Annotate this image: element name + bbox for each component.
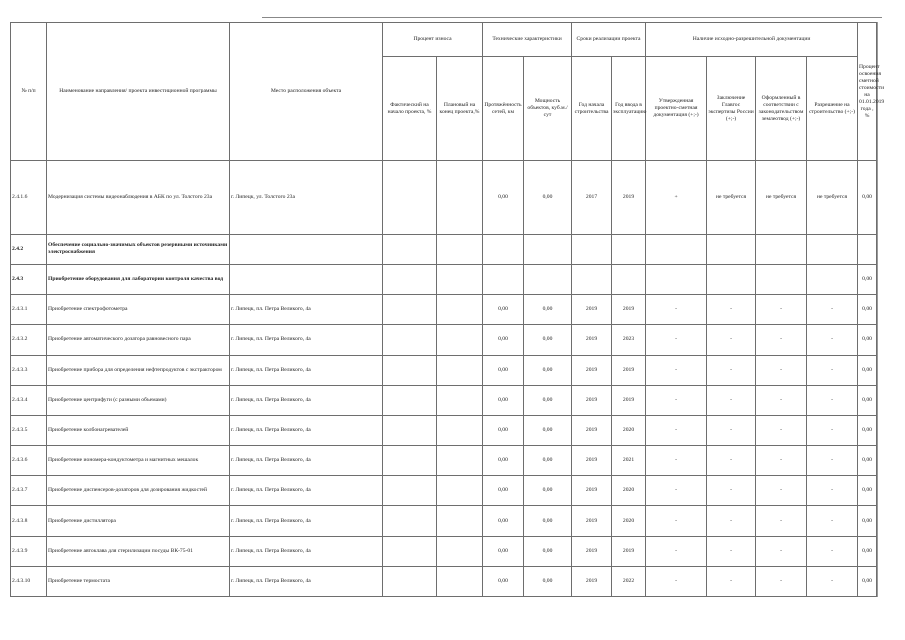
row-progress [858, 234, 877, 264]
row-end-year: 2020 [612, 476, 646, 506]
investment-program-table [10, 22, 885, 597]
row-end-year: 2019 [612, 355, 646, 385]
row-docs-permit: - [807, 295, 858, 325]
row-progress: 0,00 [858, 265, 877, 295]
row-docs-permit: не требуется [807, 161, 858, 235]
row-end-year [612, 234, 646, 264]
row-start-year [572, 234, 612, 264]
table-row [11, 415, 877, 445]
row-docs-approved: - [646, 385, 707, 415]
row-end-year: 2022 [612, 566, 646, 596]
table-row [11, 446, 877, 476]
row-docs-permit [807, 234, 858, 264]
header-docs-land: Оформленный в соответствии с законодательством землеотвод (+;-) [756, 57, 807, 161]
header-wear-fact: Фактический на начало проекта, % [383, 57, 437, 161]
header-wear-plan: Плановый на конец проекта,% [437, 57, 483, 161]
row-end-year [612, 265, 646, 295]
row-number: 2.4.3.7 [11, 476, 47, 506]
row-docs-expertise: - [707, 295, 756, 325]
row-progress: 0,00 [858, 161, 877, 235]
row-docs-approved: - [646, 446, 707, 476]
table-row [11, 506, 877, 536]
row-docs-expertise: - [707, 385, 756, 415]
row-docs-permit: - [807, 566, 858, 596]
row-wear-plan [437, 476, 483, 506]
row-start-year: 2019 [572, 385, 612, 415]
row-name: Обеспечение социально-значимых объектов резервными источниками электроснабжения [47, 234, 230, 264]
row-place: г. Липецк, ул. Толстого 23а [230, 161, 383, 235]
header-terms-start: Год начала строительства [572, 57, 612, 161]
row-length: 0,00 [483, 446, 524, 476]
row-end-year: 2020 [612, 506, 646, 536]
row-progress: 0,00 [858, 355, 877, 385]
row-place: г. Липецк, пл. Петра Великого, 4а [230, 446, 383, 476]
row-end-year: 2023 [612, 325, 646, 355]
row-name: Приобретение спектрофотометра [47, 295, 230, 325]
table-row [11, 536, 877, 566]
row-docs-expertise: - [707, 325, 756, 355]
row-docs-expertise: - [707, 476, 756, 506]
row-wear-plan [437, 161, 483, 235]
row-wear-plan [437, 446, 483, 476]
table-body [11, 161, 877, 597]
row-start-year: 2019 [572, 295, 612, 325]
row-wear-fact [383, 325, 437, 355]
table-row [11, 325, 877, 355]
row-wear-fact [383, 295, 437, 325]
row-length: 0,00 [483, 161, 524, 235]
row-progress: 0,00 [858, 446, 877, 476]
row-docs-approved: - [646, 506, 707, 536]
row-power: 0,00 [524, 506, 572, 536]
header-docs-group: Наличие исходно-разрешительной документации [646, 23, 858, 57]
row-name: Приобретение автоматического дозатора равновесного пара [47, 325, 230, 355]
row-start-year: 2019 [572, 415, 612, 445]
row-docs-expertise: - [707, 355, 756, 385]
row-number: 2.4.2 [11, 234, 47, 264]
right-rule [877, 22, 878, 597]
row-power: 0,00 [524, 536, 572, 566]
row-docs-land: - [756, 355, 807, 385]
row-end-year: 2021 [612, 446, 646, 476]
row-length [483, 234, 524, 264]
row-wear-fact [383, 161, 437, 235]
row-docs-permit: - [807, 536, 858, 566]
row-power: 0,00 [524, 385, 572, 415]
table-row [11, 355, 877, 385]
row-place: г. Липецк, пл. Петра Великого, 4а [230, 536, 383, 566]
table-row [11, 161, 877, 235]
row-start-year: 2017 [572, 161, 612, 235]
row-docs-land: - [756, 415, 807, 445]
row-length: 0,00 [483, 355, 524, 385]
row-progress: 0,00 [858, 506, 877, 536]
row-wear-fact [383, 566, 437, 596]
row-wear-fact [383, 265, 437, 295]
row-wear-fact [383, 415, 437, 445]
row-progress: 0,00 [858, 566, 877, 596]
row-wear-plan [437, 325, 483, 355]
row-power [524, 234, 572, 264]
row-number: 2.4.3.9 [11, 536, 47, 566]
row-number: 2.4.3.6 [11, 446, 47, 476]
row-name: Приобретение оборудования для лаборатории контроля качества вод [47, 265, 230, 295]
row-wear-fact [383, 385, 437, 415]
row-power: 0,00 [524, 476, 572, 506]
row-place: г. Липецк, пл. Петра Великого, 4а [230, 325, 383, 355]
row-wear-plan [437, 295, 483, 325]
header-tech-length: Протяжённость сетей, км [483, 57, 524, 161]
row-wear-fact [383, 506, 437, 536]
row-wear-plan [437, 536, 483, 566]
row-power: 0,00 [524, 415, 572, 445]
row-wear-plan [437, 355, 483, 385]
row-wear-plan [437, 385, 483, 415]
table-row [11, 566, 877, 596]
row-number: 2.4.3 [11, 265, 47, 295]
table-row [11, 295, 877, 325]
row-power: 0,00 [524, 325, 572, 355]
header-docs-permit: Разрешение на строительство (+;-) [807, 57, 858, 161]
row-docs-expertise: - [707, 446, 756, 476]
row-start-year: 2019 [572, 506, 612, 536]
top-rule [262, 17, 882, 18]
row-power: 0,00 [524, 355, 572, 385]
row-docs-expertise: не требуется [707, 161, 756, 235]
row-docs-land: - [756, 536, 807, 566]
header-terms-group: Сроки реализации проекта [572, 23, 646, 57]
table-row [11, 385, 877, 415]
row-place [230, 265, 383, 295]
row-docs-approved [646, 234, 707, 264]
row-length: 0,00 [483, 566, 524, 596]
table-row [11, 265, 877, 295]
row-number: 2.4.3.4 [11, 385, 47, 415]
row-number: 2.4.3.8 [11, 506, 47, 536]
row-end-year: 2019 [612, 536, 646, 566]
row-wear-fact [383, 234, 437, 264]
row-place: г. Липецк, пл. Петра Великого, 4а [230, 415, 383, 445]
row-docs-permit: - [807, 446, 858, 476]
row-wear-plan [437, 415, 483, 445]
row-length: 0,00 [483, 385, 524, 415]
row-docs-land [756, 234, 807, 264]
row-wear-fact [383, 536, 437, 566]
row-start-year: 2019 [572, 566, 612, 596]
row-progress: 0,00 [858, 476, 877, 506]
row-docs-approved: - [646, 325, 707, 355]
header-num: № п/п [11, 23, 47, 161]
row-power: 0,00 [524, 161, 572, 235]
row-docs-expertise: - [707, 415, 756, 445]
row-wear-plan [437, 265, 483, 295]
row-name: Приобретение дистиллятора [47, 506, 230, 536]
row-name: Приобретение автоклава для стерилизации посуды ВК-75-01 [47, 536, 230, 566]
row-docs-land: - [756, 506, 807, 536]
row-docs-permit: - [807, 415, 858, 445]
row-name: Приобретение прибора для определения нефтепродуктов с экстрактором [47, 355, 230, 385]
row-wear-fact [383, 355, 437, 385]
row-number: 2.4.3.5 [11, 415, 47, 445]
row-end-year: 2019 [612, 295, 646, 325]
table-row [11, 476, 877, 506]
row-place: г. Липецк, пл. Петра Великого, 4а [230, 566, 383, 596]
row-docs-permit [807, 265, 858, 295]
row-docs-permit: - [807, 355, 858, 385]
row-power: 0,00 [524, 566, 572, 596]
row-docs-permit: - [807, 506, 858, 536]
row-start-year: 2019 [572, 355, 612, 385]
row-wear-plan [437, 234, 483, 264]
row-docs-land: - [756, 446, 807, 476]
row-docs-land: - [756, 385, 807, 415]
row-progress: 0,00 [858, 295, 877, 325]
header-wear-group: Процент износа [383, 23, 483, 57]
row-place: г. Липецк, пл. Петра Великого, 4а [230, 506, 383, 536]
row-name: Модернизация системы видеонаблюдения в АБК по ул. Толстого 23а [47, 161, 230, 235]
row-docs-expertise: - [707, 506, 756, 536]
row-end-year: 2020 [612, 415, 646, 445]
row-length: 0,00 [483, 295, 524, 325]
row-name: Приобретение иономера-кондуктометра и магнитных мешалок [47, 446, 230, 476]
row-docs-approved: - [646, 355, 707, 385]
row-docs-land [756, 265, 807, 295]
header-terms-end: Год ввода в эксплуатацию [612, 57, 646, 161]
row-start-year: 2019 [572, 536, 612, 566]
row-docs-permit: - [807, 325, 858, 355]
row-docs-permit: - [807, 385, 858, 415]
header-progress: Процент освоения сметной стоимости на 01.01.2019 года , % [858, 23, 877, 161]
row-name: Приобретение центрифуги (с разными объемами) [47, 385, 230, 415]
row-length: 0,00 [483, 476, 524, 506]
row-docs-permit: - [807, 476, 858, 506]
row-docs-approved: - [646, 295, 707, 325]
row-docs-expertise: - [707, 566, 756, 596]
header-docs-approved: Утвержденная проектно-сметная документация (+;-) [646, 57, 707, 161]
header-docs-expertise: Заключение Главгос экспертизы России (+;-) [707, 57, 756, 161]
row-number: 2.4.3.1 [11, 295, 47, 325]
row-length: 0,00 [483, 415, 524, 445]
row-docs-approved: - [646, 566, 707, 596]
row-docs-expertise [707, 234, 756, 264]
row-start-year: 2019 [572, 476, 612, 506]
row-power [524, 265, 572, 295]
header-tech-group: Технические характеристики [483, 23, 572, 57]
row-progress: 0,00 [858, 325, 877, 355]
row-name: Приобретение диспенсеров-дозаторов для дозирования жидкостей [47, 476, 230, 506]
row-end-year: 2019 [612, 161, 646, 235]
row-docs-expertise: - [707, 536, 756, 566]
row-docs-approved: - [646, 476, 707, 506]
row-wear-plan [437, 566, 483, 596]
row-place: г. Липецк, пл. Петра Великого, 4а [230, 295, 383, 325]
row-place [230, 234, 383, 264]
row-end-year: 2019 [612, 385, 646, 415]
row-place: г. Липецк, пл. Петра Великого, 4а [230, 355, 383, 385]
investment-program-sheet [10, 22, 885, 597]
row-start-year: 2019 [572, 446, 612, 476]
row-wear-plan [437, 506, 483, 536]
row-place: г. Липецк, пл. Петра Великого, 4а [230, 385, 383, 415]
header-name: Наименование направления/ проекта инвестиционной программы [47, 23, 230, 161]
table-row [11, 234, 877, 264]
row-power: 0,00 [524, 295, 572, 325]
row-power: 0,00 [524, 446, 572, 476]
row-progress: 0,00 [858, 385, 877, 415]
row-progress: 0,00 [858, 415, 877, 445]
row-start-year [572, 265, 612, 295]
row-docs-land: - [756, 295, 807, 325]
row-length: 0,00 [483, 536, 524, 566]
row-name: Приобретение колбонагревателей [47, 415, 230, 445]
row-docs-expertise [707, 265, 756, 295]
row-docs-approved [646, 265, 707, 295]
row-name: Приобретение термостата [47, 566, 230, 596]
row-number: 2.4.3.3 [11, 355, 47, 385]
row-wear-fact [383, 476, 437, 506]
row-number: 2.4.1.6 [11, 161, 47, 235]
row-length [483, 265, 524, 295]
header-tech-power: Мощность объектов, куб.м./сут [524, 57, 572, 161]
row-number: 2.4.3.10 [11, 566, 47, 596]
row-start-year: 2019 [572, 325, 612, 355]
row-docs-approved: - [646, 415, 707, 445]
row-docs-land: - [756, 325, 807, 355]
row-docs-land: не требуется [756, 161, 807, 235]
row-progress: 0,00 [858, 536, 877, 566]
header-place: Место расположения объекта [230, 23, 383, 161]
row-place: г. Липецк, пл. Петра Великого, 4а [230, 476, 383, 506]
row-docs-land: - [756, 566, 807, 596]
row-docs-approved: - [646, 536, 707, 566]
row-wear-fact [383, 446, 437, 476]
row-docs-approved: + [646, 161, 707, 235]
row-docs-land: - [756, 476, 807, 506]
row-number: 2.4.3.2 [11, 325, 47, 355]
row-length: 0,00 [483, 325, 524, 355]
row-length: 0,00 [483, 506, 524, 536]
